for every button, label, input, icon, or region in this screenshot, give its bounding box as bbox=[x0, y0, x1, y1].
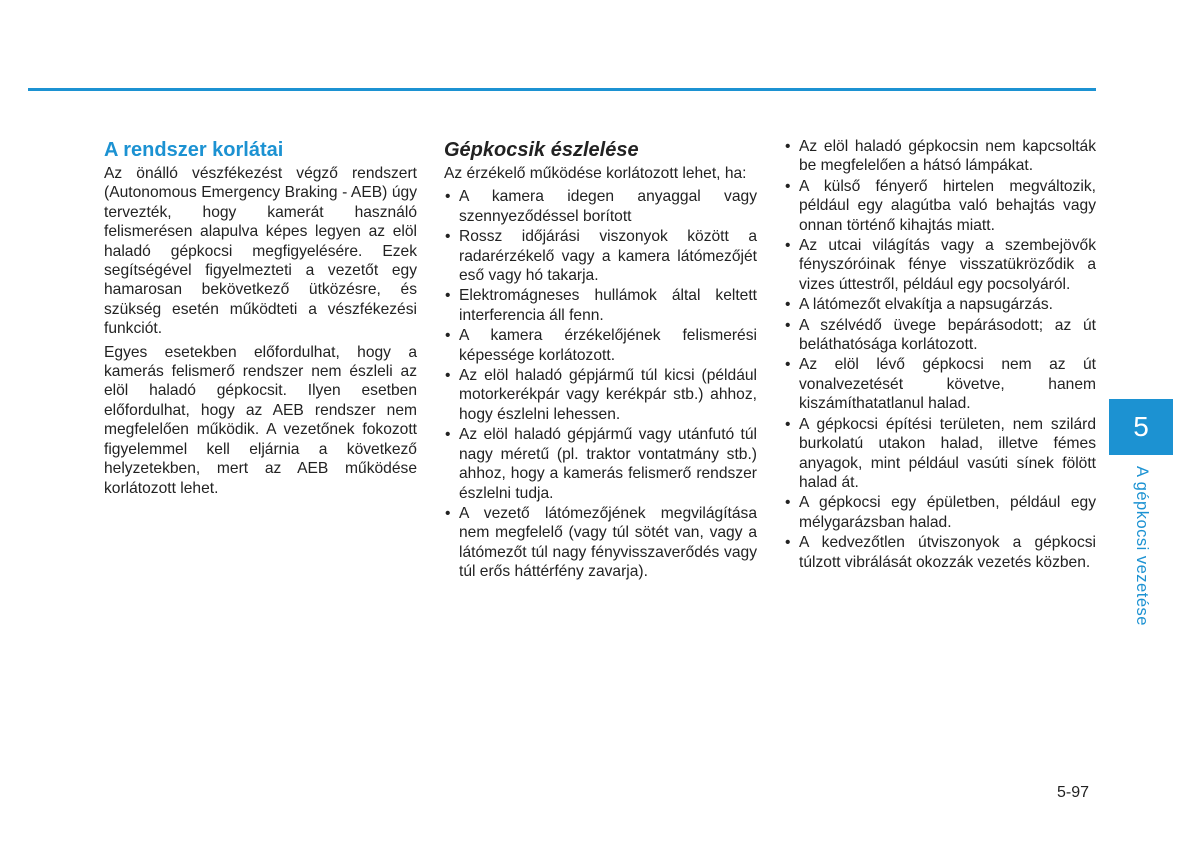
column-system-limitations bbox=[104, 138, 417, 502]
bullet-icon: • bbox=[445, 228, 451, 246]
bullet-list-detection-continued bbox=[784, 137, 1096, 572]
list-item: • A látómezőt elvakítja a napsugárzás. bbox=[785, 296, 1053, 314]
bullet-list-detection bbox=[444, 187, 757, 581]
section-heading-vehicle-detection: Gépkocsik észlelése bbox=[444, 139, 639, 161]
paragraph-aeb-intro: Az önálló vészfékezést végző rendszert (Autonomous Emergency Braking - AEB) úgy tervezték, hogy kamerát használó felismerésen alapulva képes legyen az elöl haladó gépkocsi megfigyelésére. Ezek segítségével figyelmezteti a vezetőt egy hamarosan bekövetkező ütközésre, és szükség esetén működteti a vészfékezési funkciót. bbox=[104, 165, 417, 338]
bullet-icon: • bbox=[785, 494, 791, 512]
list-item: • Az elöl haladó gépkocsin nem kapcsolták be megfelelően a hátsó lámpákat. bbox=[785, 138, 1096, 175]
bullet-icon: • bbox=[445, 188, 451, 206]
bullet-icon: • bbox=[445, 367, 451, 385]
bullet-icon: • bbox=[785, 415, 791, 433]
bullet-icon: • bbox=[785, 296, 791, 314]
bullet-icon: • bbox=[785, 177, 791, 195]
bullet-icon: • bbox=[445, 504, 451, 522]
chapter-number-tab: 5 bbox=[1109, 399, 1173, 455]
list-item: • A gépkocsi építési területen, nem szilárd burkolatú utakon halad, illetve fémes anyagok, mint például vasúti sínek fölött halad át. bbox=[785, 415, 1096, 491]
list-item: • Az elöl lévő gépkocsi nem az út vonalvezetését követve, hanem kiszámíthatatlanul halad. bbox=[785, 356, 1096, 413]
list-item: • A kamera érzékelőjének felismerési képessége korlátozott. bbox=[445, 327, 757, 364]
list-item: • A gépkocsi egy épületben, például egy mélygarázsban halad. bbox=[785, 494, 1096, 531]
list-item: • Az utcai világítás vagy a szembejövők fényszóróinak fénye visszatükröződik a vizes úttestről, például egy pocsolyáról. bbox=[785, 237, 1096, 293]
list-item: • A vezető látómezőjének megvilágítása nem megfelelő (vagy túl sötét van, vagy a látómezőt túl nagy fényvisszaverődés vagy túl erős háttérfény zavarja). bbox=[445, 504, 757, 581]
bullet-icon: • bbox=[785, 534, 791, 552]
bullet-icon: • bbox=[445, 287, 451, 305]
bullet-icon: • bbox=[785, 316, 791, 334]
bullet-icon: • bbox=[785, 356, 791, 374]
column-detection-continued bbox=[784, 137, 1096, 573]
bullet-icon: • bbox=[785, 237, 791, 255]
bullet-icon: • bbox=[445, 426, 451, 444]
paragraph-sensor-intro: Az érzékelő működése korlátozott lehet, ha: bbox=[444, 165, 747, 182]
section-heading-system-limitations: A rendszer korlátai bbox=[104, 139, 284, 161]
list-item: • A szélvédő üvege bepárásodott; az út beláthatósága korlátozott. bbox=[785, 316, 1096, 354]
bullet-icon: • bbox=[785, 138, 791, 155]
chapter-title-vertical: A gépkocsi vezetése bbox=[1133, 466, 1151, 626]
list-item: • Az elöl haladó gépjármű vagy utánfutó túl nagy méretű (pl. traktor vontatmány stb.) ahhoz, hogy a kamerás felismerő rendszer észlelni tudja. bbox=[445, 426, 757, 502]
list-item: • Rossz időjárási viszonyok között a radarérzékelő vagy a kamera látómezőjét eső vagy hó takarja. bbox=[445, 228, 757, 285]
list-item: • A külső fényerő hirtelen megváltozik, például egy alagútba való behajtás vagy onnan történő kihajtás miatt. bbox=[785, 177, 1096, 234]
list-item: • A kamera idegen anyaggal vagy szennyeződéssel borított bbox=[445, 188, 757, 225]
header-rule bbox=[28, 88, 1096, 91]
list-item: • Elektromágneses hullámok által keltett interferencia áll fenn. bbox=[445, 287, 757, 324]
paragraph-aeb-cases: Egyes esetekben előfordulhat, hogy a kamerás felismerő rendszer nem észleli az elöl haladó gépkocsit. Ilyen esetben előfordulhat, hogy az AEB rendszer nem megfelelően működik. A vezetőnek fokozott figyelemmel kell eljárnia a következő helyzetekben, mert az AEB működése korlátozott lehet. bbox=[104, 343, 417, 497]
column-vehicle-detection bbox=[444, 138, 757, 583]
bullet-icon: • bbox=[445, 327, 451, 345]
list-item: • Az elöl haladó gépjármű túl kicsi (például motorkerékpár vagy kerékpár stb.) ahhoz, hogy észlelni lehessen. bbox=[445, 367, 757, 423]
page-number: 5-97 bbox=[1057, 784, 1090, 801]
list-item: • A kedvezőtlen útviszonyok a gépkocsi túlzott vibrálását okozzák vezetés közben. bbox=[785, 534, 1096, 571]
